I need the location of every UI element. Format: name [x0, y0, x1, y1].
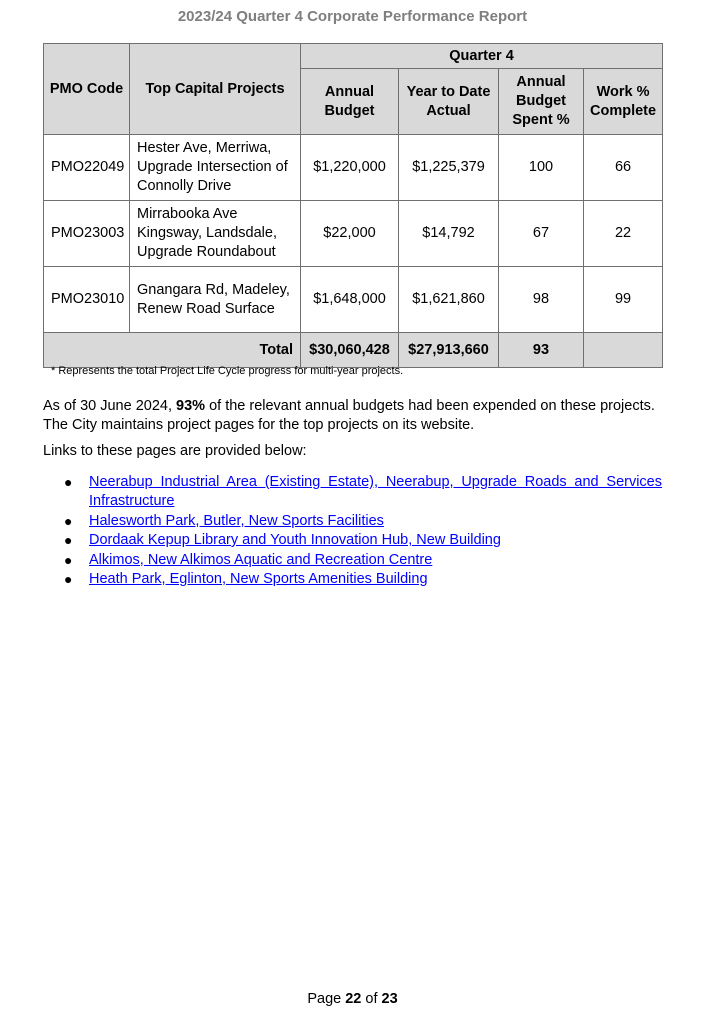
project-link-dordaak-kepup[interactable]: Dordaak Kepup Library and Youth Innovation Hub, New Building: [89, 532, 501, 548]
summary-text-end: of the relevant annual budgets had been expended on these projects. The City maintains project pages for the top projects on its website.: [43, 398, 655, 433]
header-quarter-group: Quarter 4: [301, 44, 663, 69]
cell-pmo-code: PMO23010: [44, 267, 130, 333]
list-item: [43, 531, 662, 550]
table-footnote: * Represents the total Project Life Cycle progress for multi-year projects.: [51, 365, 404, 377]
page-of: of: [361, 991, 382, 1007]
project-link-alkimos[interactable]: Alkimos, New Alkimos Aquatic and Recreation Centre: [89, 551, 433, 568]
total-ytd-actual: $27,913,660: [399, 333, 499, 368]
header-annual-budget: Annual Budget: [301, 69, 399, 135]
cell-annual-budget: $1,220,000: [301, 135, 399, 201]
cell-budget-spent: 67: [499, 201, 584, 267]
summary-paragraph: [43, 397, 663, 435]
cell-work-complete: 66: [584, 135, 663, 201]
project-link-heath-park[interactable]: Heath Park, Eglinton, New Sports Amenities Building: [89, 571, 428, 587]
summary-highlight-percent: 93%: [176, 398, 206, 414]
table-total-row: [44, 333, 663, 368]
list-item: [43, 570, 662, 589]
cell-ytd-actual: $1,621,860: [399, 267, 499, 333]
bullet-icon: ●: [64, 551, 73, 568]
table-row: [44, 135, 663, 201]
header-ytd-actual: Year to Date Actual: [399, 69, 499, 135]
page-number: [0, 991, 705, 1007]
page-current: 22: [345, 991, 362, 1007]
project-links-list: [43, 473, 662, 590]
cell-ytd-actual: $1,225,379: [399, 135, 499, 201]
page-total: 23: [381, 991, 398, 1007]
bullet-icon: ●: [64, 512, 73, 529]
list-item: [43, 512, 662, 531]
cell-annual-budget: $1,648,000: [301, 267, 399, 333]
total-label: Total: [44, 333, 301, 368]
links-intro: Links to these pages are provided below:: [43, 443, 307, 459]
cell-pmo-code: PMO23003: [44, 201, 130, 267]
header-pmo-code: PMO Code: [44, 44, 130, 135]
cell-project: Gnangara Rd, Madeley, Renew Road Surface: [130, 267, 301, 333]
table-row: [44, 267, 663, 333]
capital-projects-table: [43, 43, 663, 368]
project-link-neerabup[interactable]: Neerabup Industrial Area (Existing Estate), Neerabup, Upgrade Roads and Services Infrastructure: [89, 474, 662, 509]
table-row: [44, 201, 663, 267]
page-prefix: Page: [307, 991, 346, 1007]
cell-work-complete: 22: [584, 201, 663, 267]
cell-project: Mirrabooka Ave Kingsway, Landsdale, Upgrade Roundabout: [130, 201, 301, 267]
list-item: [43, 473, 662, 511]
project-link-halesworth[interactable]: Halesworth Park, Butler, New Sports Facilities: [89, 512, 384, 529]
summary-text-start: As of 30 June 2024,: [43, 398, 177, 414]
table-header-row: [44, 44, 663, 69]
cell-pmo-code: PMO22049: [44, 135, 130, 201]
header-top-projects: Top Capital Projects: [130, 44, 301, 135]
cell-annual-budget: $22,000: [301, 201, 399, 267]
bullet-icon: ●: [64, 474, 73, 490]
header-budget-spent: Annual Budget Spent %: [499, 69, 584, 135]
header-work-complete: Work % Complete: [584, 69, 663, 135]
total-annual-budget: $30,060,428: [301, 333, 399, 368]
cell-project: Hester Ave, Merriwa, Upgrade Intersection of Connolly Drive: [130, 135, 301, 201]
bullet-icon: ●: [64, 532, 73, 548]
cell-budget-spent: 100: [499, 135, 584, 201]
report-title: 2023/24 Quarter 4 Corporate Performance Report: [177, 8, 528, 25]
cell-budget-spent: 98: [499, 267, 584, 333]
cell-work-complete: 99: [584, 267, 663, 333]
total-work-complete: [584, 333, 663, 368]
list-item: [43, 551, 662, 570]
bullet-icon: ●: [64, 571, 73, 587]
cell-ytd-actual: $14,792: [399, 201, 499, 267]
total-budget-spent: 93: [499, 333, 584, 368]
